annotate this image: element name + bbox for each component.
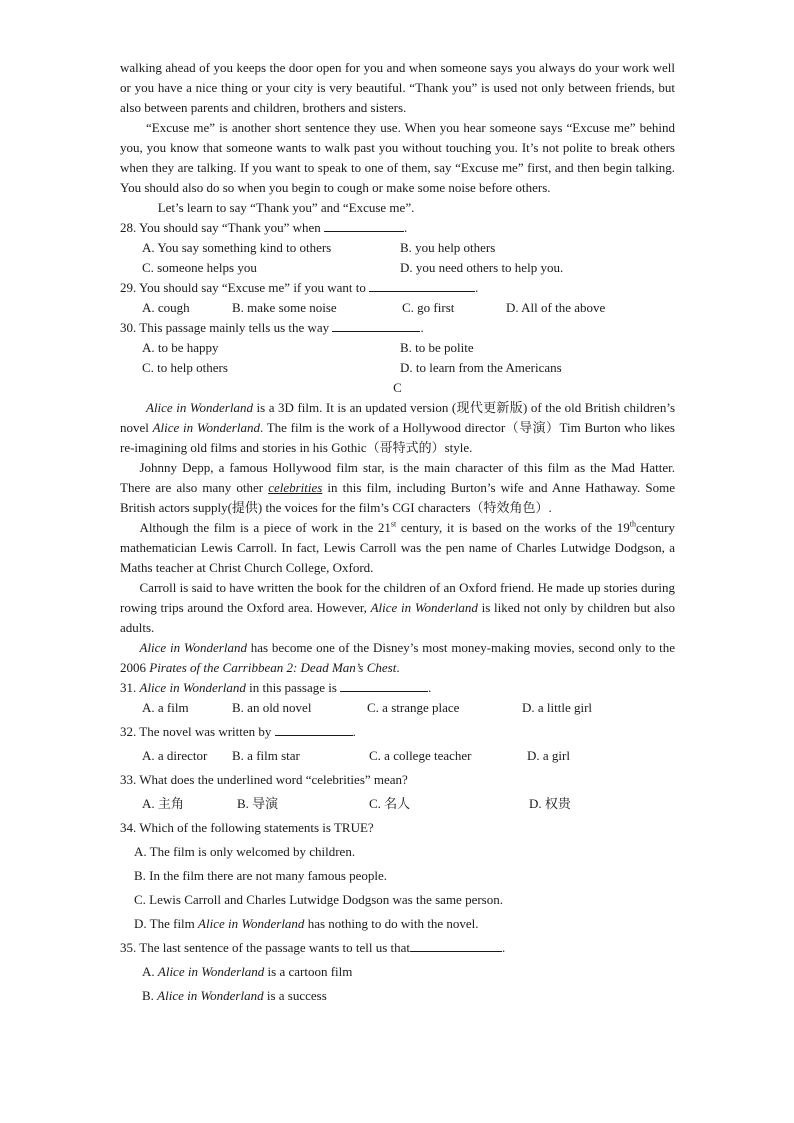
passage-b-paragraph-1: walking ahead of you keeps the door open for you and when someone says you always do your work well or you have a nice thing or your city is very beautiful. “Thank you” is used not only between friends, but also between parents and children, brothers and sisters. <box>120 60 675 115</box>
option-28-b[interactable]: B. you help others <box>400 240 496 255</box>
question-35 <box>120 938 675 958</box>
option-28-c[interactable]: C. someone helps you <box>142 260 257 275</box>
option-34-c[interactable]: C. Lewis Carroll and Charles Lutwidge Dodgson was the same person. <box>134 892 503 907</box>
answer-blank[interactable] <box>275 722 353 736</box>
option-31-d[interactable]: D. a little girl <box>522 700 593 715</box>
question-30-stem: 30. This passage mainly tells us the way <box>120 320 333 335</box>
ordinal-suffix: th <box>629 519 637 529</box>
other-film-title: Pirates of the Carribbean 2: Dead Man’s Chest <box>149 660 397 675</box>
question-29 <box>120 278 675 298</box>
option-text: A. <box>142 964 158 979</box>
passage-c-text: has become one of the Disney’s most money-making movies, second only to the 2006 <box>120 640 675 675</box>
section-c-heading: C <box>393 380 402 395</box>
passage-c-text: century mathematician Lewis Carroll. In fact, Lewis Carroll was the pen name of Charles Lutwidge Dodgson, a Maths teacher at Christ Church College, Oxford. <box>120 520 675 575</box>
option-text: is a cartoon film <box>264 964 353 979</box>
passage-c-text: . The film is the work of a Hollywood director（导演）Tim Burton who likes re-imagining old films and stories in his Gothic（哥特式的）style. <box>120 420 675 455</box>
passage-c-text: . <box>396 660 400 675</box>
option-30-b[interactable]: B. to be polite <box>400 340 474 355</box>
passage-c-text: Although the film is a piece of work in the 21 <box>139 520 391 535</box>
option-35-a[interactable] <box>120 962 675 982</box>
option-30-c[interactable]: C. to help others <box>142 360 228 375</box>
option-30-a[interactable]: A. to be happy <box>142 340 219 355</box>
option-29-c[interactable]: C. go first <box>402 300 455 315</box>
question-35-stem: 35. The last sentence of the passage wants to tell us that <box>120 940 411 955</box>
passage-c-text: in this film, including Burton’s wife and Anne Hathaway. Some British actors supply(提供) the voices for the film’s CGI characters（特效角色）. <box>120 480 675 515</box>
passage-b-paragraph-3: Let’s learn to say “Thank you” and “Excuse me”. <box>157 200 415 215</box>
question-29-options <box>120 298 675 318</box>
passage-b-paragraph-2: “Excuse me” is another short sentence they use. When you hear someone says “Excuse me” behind you, you know that someone wants to walk past you without touching you. It’s not polite to break others when they are talking. If you want to speak to one of them, say “Excuse me” first, and then begin talking. You should also do so when you begin to cough or make some noise before others. <box>120 120 675 195</box>
option-33-b[interactable]: B. 导演 <box>237 796 279 811</box>
film-title: Alice in Wonderland <box>198 916 305 931</box>
question-30-options-row-2 <box>120 358 675 378</box>
option-33-a[interactable]: A. 主角 <box>142 796 184 811</box>
option-28-d[interactable]: D. you need others to help you. <box>400 260 564 275</box>
passage-c-paragraph-1 <box>120 398 675 458</box>
answer-blank[interactable] <box>332 318 420 332</box>
film-title: Alice in Wonderland <box>157 964 265 979</box>
passage-c-paragraph-3 <box>120 518 675 578</box>
question-31 <box>120 678 675 698</box>
answer-blank[interactable] <box>324 218 404 232</box>
option-33-c[interactable]: C. 名人 <box>369 796 411 811</box>
film-title: Alice in Wonderland <box>139 640 247 655</box>
passage-c-text: century, it is based on the works of the 19 <box>396 520 630 535</box>
question-28-options-row-1 <box>120 238 675 258</box>
option-29-a[interactable]: A. cough <box>142 300 190 315</box>
answer-blank[interactable] <box>340 678 428 692</box>
question-28 <box>120 218 675 238</box>
option-28-a[interactable]: A. You say something kind to others <box>142 240 332 255</box>
question-32 <box>120 722 675 742</box>
option-32-b[interactable]: B. a film star <box>232 748 300 763</box>
option-29-d[interactable]: D. All of the above <box>506 300 606 315</box>
question-32-stem: 32. The novel was written by <box>120 724 275 739</box>
question-28-end: . <box>404 220 408 235</box>
option-34-d[interactable] <box>120 914 675 934</box>
question-32-end: . <box>352 724 356 739</box>
option-text: B. <box>142 988 158 1003</box>
underlined-word-celebrities: celebrities <box>268 480 323 495</box>
film-title: Alice in Wonderland <box>157 988 264 1003</box>
question-30 <box>120 318 675 338</box>
question-34 <box>120 818 675 838</box>
ordinal-suffix: st <box>390 519 397 529</box>
passage-c-paragraph-2 <box>120 458 675 518</box>
option-30-d[interactable]: D. to learn from the Americans <box>400 360 562 375</box>
question-35-end: . <box>502 940 506 955</box>
question-31-stem: in this passage is <box>245 680 341 695</box>
passage-c-text: is liked not only by children but also adults. <box>120 600 675 635</box>
question-33-options <box>120 794 675 814</box>
option-34-b[interactable]: B. In the film there are not many famous people. <box>134 868 388 883</box>
film-title: Alice in Wonderland <box>370 600 478 615</box>
question-33-stem: 33. What does the underlined word “celebrities” mean? <box>120 772 408 787</box>
novel-title: Alice in Wonderland <box>152 420 260 435</box>
question-29-stem: 29. You should say “Excuse me” if you want to <box>120 280 370 295</box>
answer-blank[interactable] <box>410 938 502 952</box>
question-31-number: 31. <box>120 680 140 695</box>
option-32-d[interactable]: D. a girl <box>527 748 570 763</box>
option-31-a[interactable]: A. a film <box>142 700 189 715</box>
question-30-options-row-1 <box>120 338 675 358</box>
option-text: D. The film <box>134 916 199 931</box>
option-text: is a success <box>263 988 327 1003</box>
film-title: Alice in Wonderland <box>139 680 246 695</box>
film-title: Alice in Wonderland <box>146 400 253 415</box>
question-31-options <box>120 698 675 718</box>
passage-c-text: Carroll is said to have written the book for the children of an Oxford friend. He made up stories during rowing trips around the Oxford area. However, <box>120 580 675 615</box>
question-29-end: . <box>475 280 479 295</box>
passage-c-paragraph-4 <box>120 578 675 638</box>
exam-page <box>120 58 675 1006</box>
option-31-c[interactable]: C. a strange place <box>367 700 460 715</box>
option-34-a[interactable]: A. The film is only welcomed by children. <box>134 844 356 859</box>
question-32-options <box>120 746 675 766</box>
option-32-a[interactable]: A. a director <box>142 748 208 763</box>
passage-c-text: Johnny Depp, a famous Hollywood film star, is the main character of this film as the Mad Hatter. There are also many other <box>120 460 675 495</box>
option-35-b[interactable] <box>120 986 675 1006</box>
passage-c-paragraph-5 <box>120 638 675 678</box>
question-34-stem: 34. Which of the following statements is TRUE? <box>120 820 374 835</box>
option-29-b[interactable]: B. make some noise <box>232 300 337 315</box>
question-31-end: . <box>428 680 432 695</box>
option-32-c[interactable]: C. a college teacher <box>369 748 472 763</box>
question-28-options-row-2 <box>120 258 675 278</box>
option-31-b[interactable]: B. an old novel <box>232 700 312 715</box>
question-30-end: . <box>420 320 424 335</box>
question-28-stem: 28. You should say “Thank you” when <box>120 220 325 235</box>
answer-blank[interactable] <box>369 278 475 292</box>
passage-c-text: is a 3D film. It is an updated version (现代更新版) of the old British children’s novel <box>120 400 675 435</box>
question-33 <box>120 770 675 790</box>
option-text: has nothing to do with the novel. <box>304 916 479 931</box>
option-33-d[interactable]: D. 权贵 <box>529 796 571 811</box>
